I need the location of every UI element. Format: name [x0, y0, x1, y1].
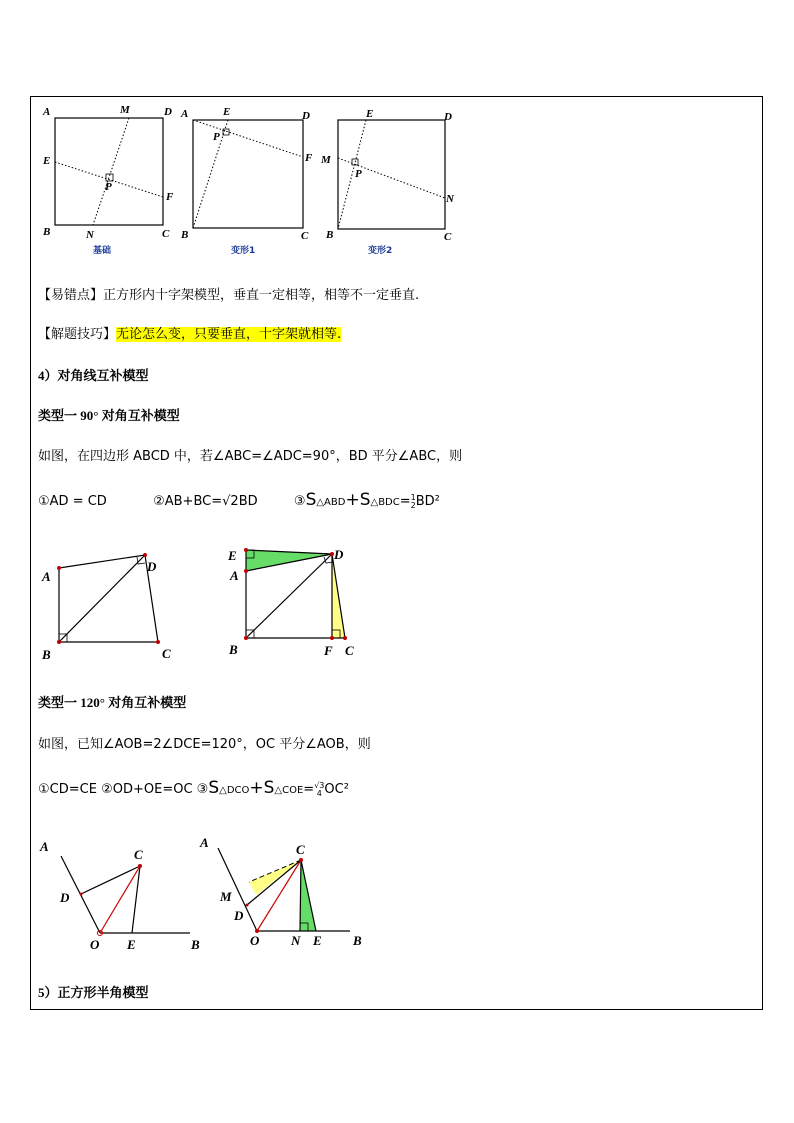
figure-variant-1 [178, 100, 323, 260]
svg-text:E: E [313, 933, 322, 948]
type-120-intro: 如图，已知∠AOB=2∠DCE=120°，OC 平分∠AOB，则 [38, 737, 371, 752]
svg-text:B: B [191, 937, 200, 952]
svg-text:P: P [213, 131, 220, 143]
conclusion-2: ②AB+BC=√2BD [153, 494, 258, 509]
svg-text:N: N [446, 193, 454, 205]
svg-text:C: C [301, 230, 309, 242]
tip-text: 无论怎么变，只要垂直，十字架就相等. [116, 327, 342, 342]
svg-text:D: D [302, 110, 310, 122]
svg-text:D: D [60, 890, 70, 905]
type-120-conclusions [38, 778, 349, 798]
svg-text:C: C [296, 842, 305, 857]
figure-90-auxiliary [225, 540, 375, 665]
svg-text:E: E [127, 937, 136, 952]
svg-text:F: F [324, 643, 333, 658]
svg-text:变形1: 变形1 [231, 246, 256, 256]
svg-text:A: A [230, 568, 239, 583]
svg-text:O: O [90, 937, 100, 952]
figure-120-auxiliary [198, 830, 378, 955]
svg-text:N: N [86, 229, 94, 241]
svg-text:E: E [43, 155, 51, 167]
svg-text:D: D [444, 111, 452, 123]
svg-text:A: A [43, 106, 51, 118]
figure-90-basic [38, 548, 188, 668]
mistake-tag: 【易错点】 [38, 288, 104, 303]
conclusion-1: ①CD=CE [38, 782, 97, 797]
svg-text:A: A [40, 839, 49, 854]
svg-text:B: B [43, 226, 51, 238]
figure-variant-2 [318, 100, 463, 260]
svg-text:A: A [200, 835, 209, 850]
type-90-intro: 如图，在四边形 ABCD 中，若∠ABC=∠ADC=90°，BD 平分∠ABC，则 [38, 449, 463, 464]
type-90-heading: 类型一 90° 对角互补模型 [38, 408, 180, 423]
svg-text:M: M [220, 889, 232, 904]
svg-text:变形2: 变形2 [368, 246, 393, 256]
conclusion-1: ①AD = CD [38, 494, 107, 509]
svg-text:B: B [326, 229, 334, 241]
svg-text:C: C [134, 847, 143, 862]
svg-text:E: E [228, 548, 237, 563]
figure-basic [40, 100, 180, 260]
svg-text:M: M [321, 154, 331, 166]
svg-text:A: A [42, 569, 51, 584]
svg-text:B: B [353, 933, 362, 948]
svg-text:O: O [250, 933, 260, 948]
svg-text:C: C [345, 643, 354, 658]
svg-text:C: C [444, 231, 452, 243]
svg-text:D: D [164, 106, 172, 118]
svg-text:P: P [105, 181, 112, 193]
svg-text:D: D [334, 547, 344, 562]
section-5-heading: 5）正方形半角模型 [38, 985, 149, 1000]
type-90-conclusions [38, 490, 440, 510]
section-4-heading: 4）对角线互补模型 [38, 368, 149, 383]
mistake-point [38, 284, 419, 303]
svg-text:C: C [162, 228, 170, 240]
svg-text:A: A [181, 108, 189, 120]
tip-tag: 【解题技巧】 [38, 327, 117, 342]
svg-text:D: D [234, 908, 244, 923]
conclusion-2: ②OD+OE=OC [101, 782, 193, 797]
svg-text:P: P [355, 168, 362, 180]
svg-text:B: B [229, 642, 238, 657]
svg-text:D: D [147, 559, 157, 574]
svg-text:N: N [291, 933, 301, 948]
svg-text:C: C [162, 646, 171, 661]
mistake-text: 正方形内十字架模型，垂直一定相等，相等不一定垂直. [103, 288, 420, 303]
solving-tip [38, 323, 341, 342]
svg-text:B: B [181, 229, 189, 241]
svg-text:E: E [223, 106, 231, 118]
svg-text:F: F [305, 152, 313, 164]
conclusion-3: ③S△ABD+S△BDC=1 2BD² [293, 490, 440, 510]
conclusion-3: ③S△DCO+S△COE=√3 4 OC² [196, 778, 349, 798]
svg-text:M: M [120, 104, 130, 116]
type-120-heading: 类型一 120° 对角互补模型 [38, 695, 187, 710]
svg-text:B: B [42, 647, 51, 662]
svg-text:F: F [166, 191, 174, 203]
svg-text:E: E [366, 108, 374, 120]
svg-text:基础: 基础 [93, 246, 112, 256]
figure-120-basic [38, 836, 218, 956]
